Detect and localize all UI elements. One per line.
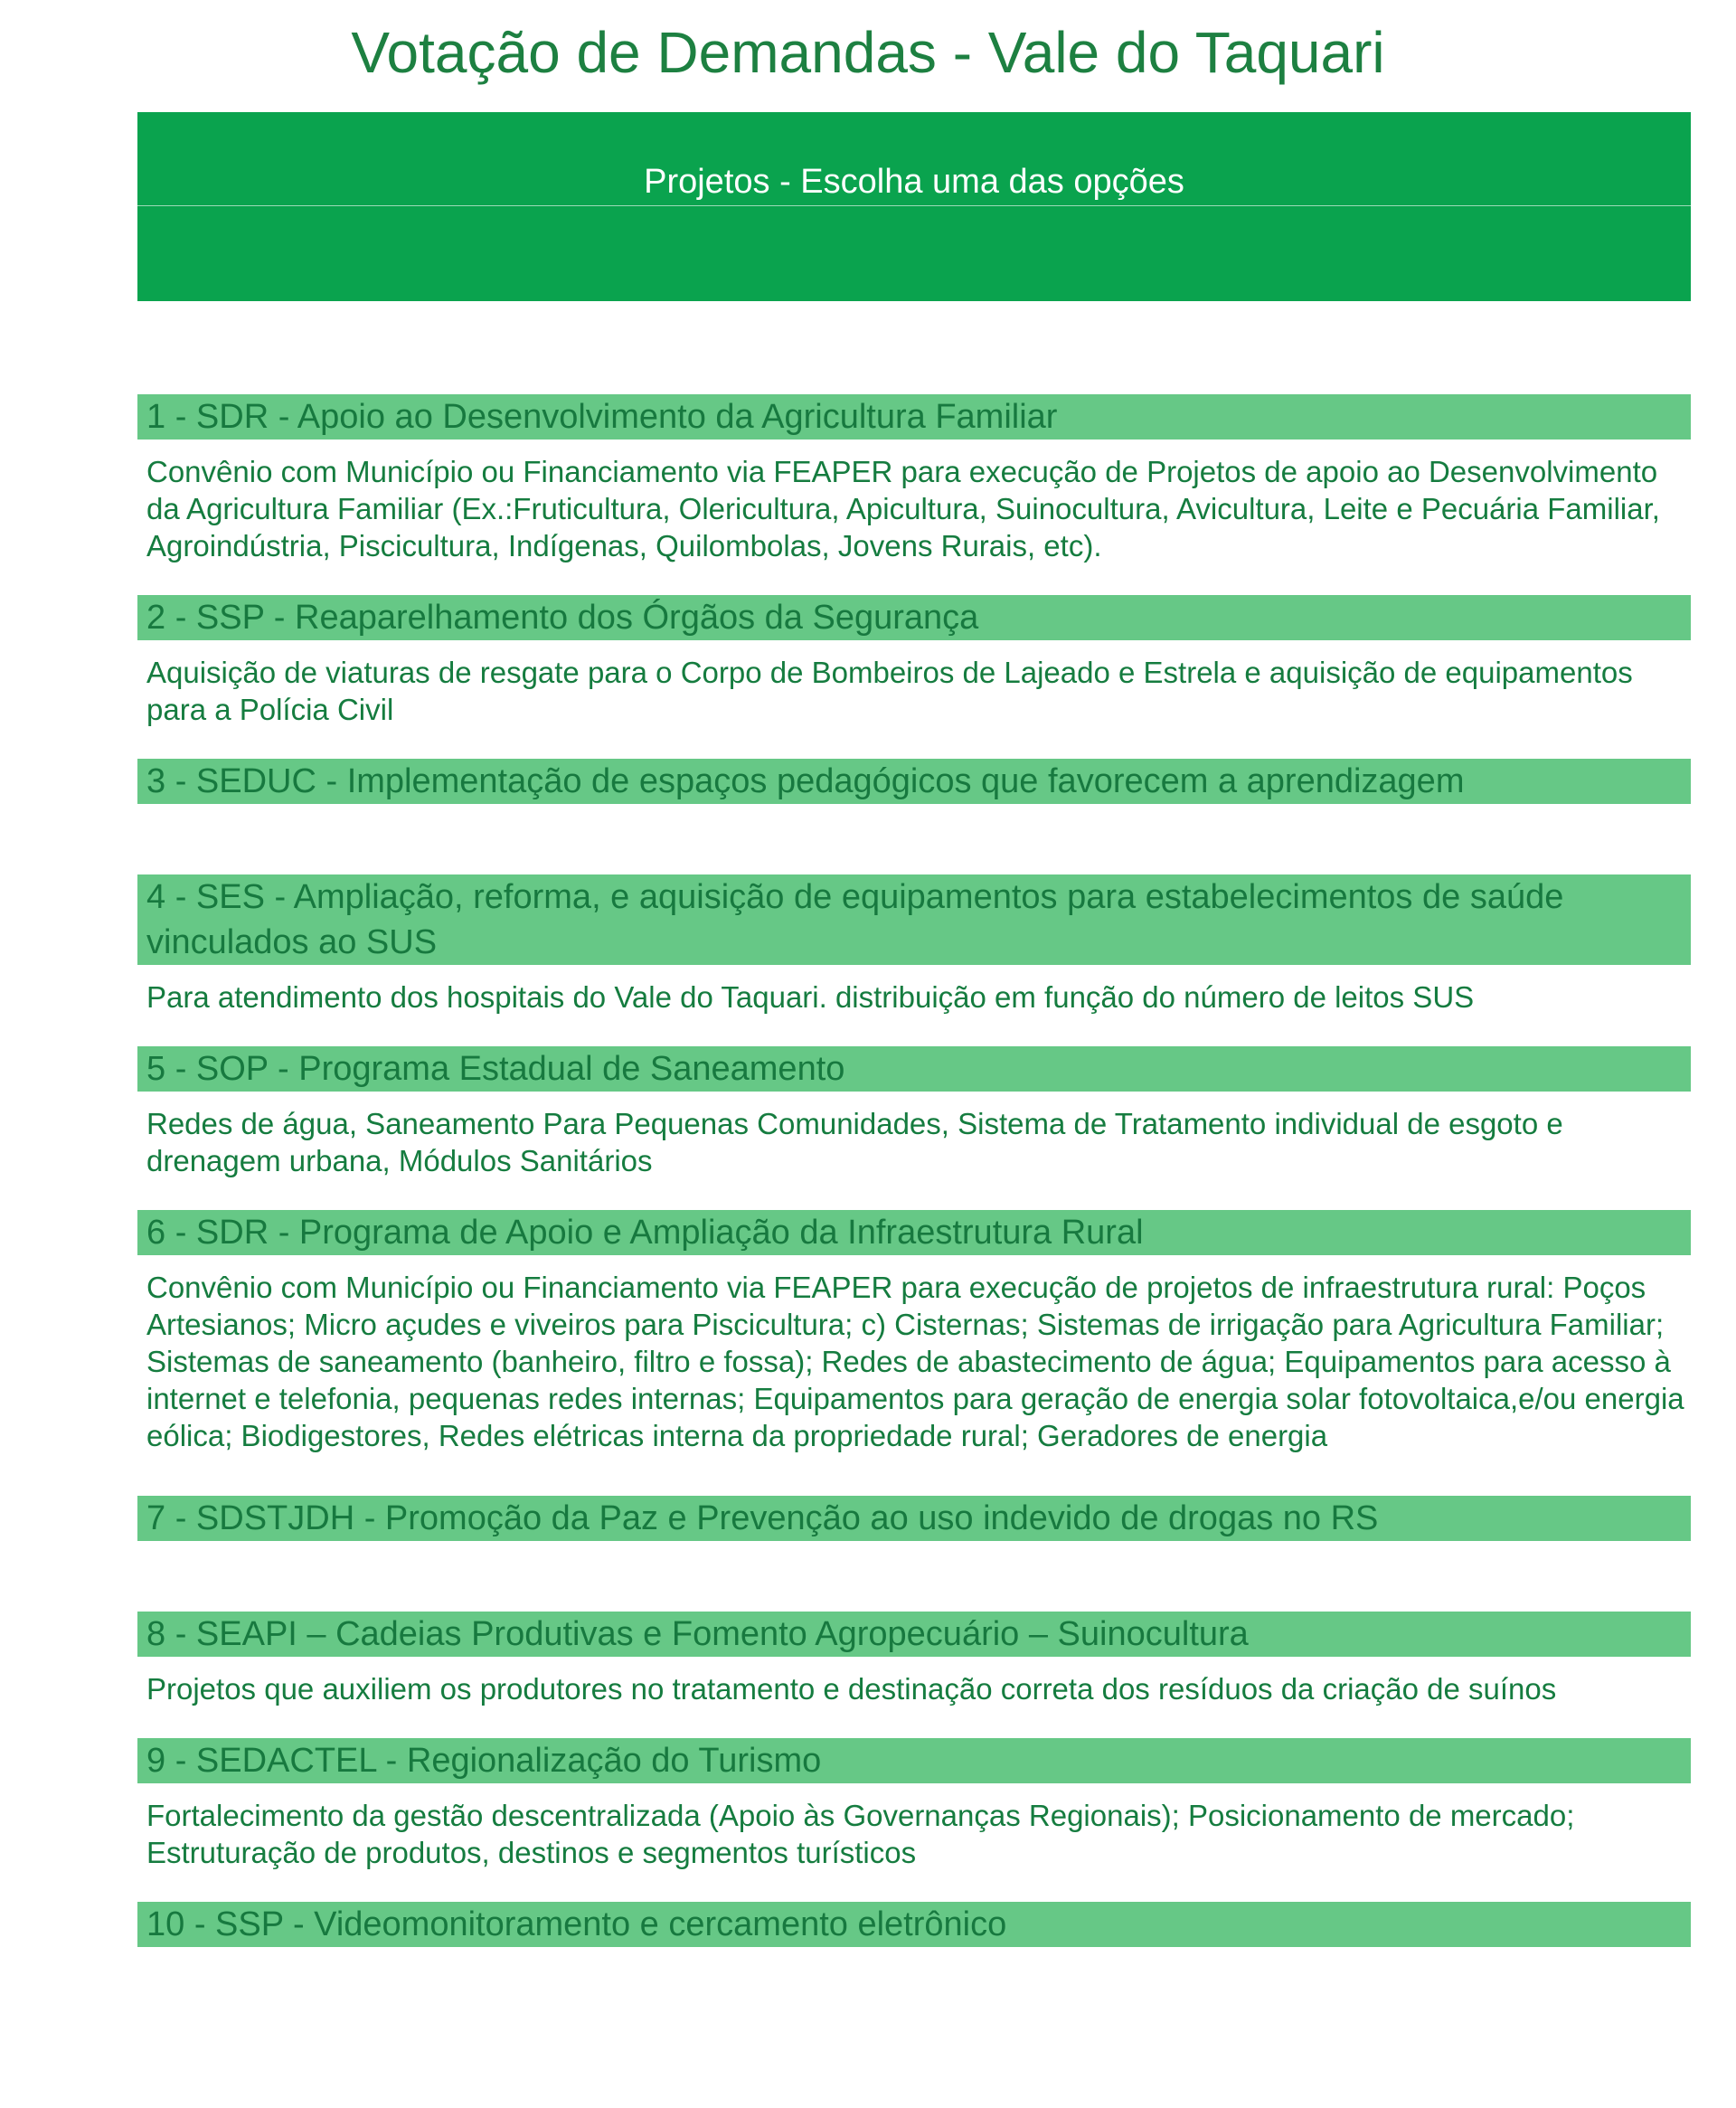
option-10-header[interactable]: 10 - SSP - Videomonitoramento e cercamento eletrônico bbox=[137, 1902, 1691, 1947]
option-5-description: Redes de água, Saneamento Para Pequenas Comunidades, Sistema de Tratamento individual de esgoto e drenagem urbana, Módulos Sanitários bbox=[146, 1107, 1563, 1177]
banner-title-row bbox=[137, 112, 1691, 206]
option-item-1 bbox=[137, 394, 1691, 564]
option-7-header[interactable]: 7 - SDSTJDH - Promoção da Paz e Prevenção ao uso indevido de drogas no RS bbox=[137, 1496, 1691, 1541]
option-item-8 bbox=[137, 1612, 1691, 1707]
option-2-description: Aquisição de viaturas de resgate para o Corpo de Bombeiros de Lajeado e Estrela e aquisição de equipamentos para a Polícia Civil bbox=[146, 656, 1633, 726]
option-6-header[interactable]: 6 - SDR - Programa de Apoio e Ampliação da Infraestrutura Rural bbox=[137, 1210, 1691, 1255]
option-item-7 bbox=[137, 1496, 1691, 1541]
option-item-10 bbox=[137, 1902, 1691, 1947]
option-item-9 bbox=[137, 1738, 1691, 1871]
option-item-6 bbox=[137, 1210, 1691, 1454]
banner-description-area bbox=[137, 206, 1691, 301]
option-2-header[interactable]: 2 - SSP - Reaparelhamento dos Órgãos da Segurança bbox=[137, 595, 1691, 640]
option-item-3 bbox=[137, 759, 1691, 804]
option-item-2 bbox=[137, 595, 1691, 728]
options-list bbox=[137, 301, 1691, 1947]
option-item-5 bbox=[137, 1046, 1691, 1179]
option-1-description: Convênio com Município ou Financiamento via FEAPER para execução de Projetos de apoio ao Desenvolvimento da Agricultura Familiar (Ex.:Fruticultura, Olericultura, Apicultura, Suinocultura, Avicultura, Leite e Pecuária Familiar, Agroindústria, Piscicultura, Indígenas, Quilombolas, Jovens Rurais, etc). bbox=[146, 455, 1660, 562]
option-item-4 bbox=[137, 874, 1691, 1016]
option-9-description: Fortalecimento da gestão descentralizada (Apoio às Governanças Regionais); Posicionamento de mercado; Estruturação de produtos, destinos e segmentos turísticos bbox=[146, 1799, 1575, 1869]
option-4-description: Para atendimento dos hospitais do Vale do Taquari. distribuição em função do número de leitos SUS bbox=[146, 980, 1475, 1014]
option-9-header[interactable]: 9 - SEDACTEL - Regionalização do Turismo bbox=[137, 1738, 1691, 1783]
option-5-header[interactable]: 5 - SOP - Programa Estadual de Saneamento bbox=[137, 1046, 1691, 1092]
banner-title: Projetos - Escolha uma das opções bbox=[644, 163, 1184, 201]
option-3-header[interactable]: 3 - SEDUC - Implementação de espaços pedagógicos que favorecem a aprendizagem bbox=[137, 759, 1691, 804]
option-1-header[interactable]: 1 - SDR - Apoio ao Desenvolvimento da Agricultura Familiar bbox=[137, 394, 1691, 440]
option-8-description: Projetos que auxiliem os produtores no tratamento e destinação correta dos resíduos da criação de suínos bbox=[146, 1672, 1557, 1706]
page-title: Votação de Demandas - Vale do Taquari bbox=[351, 20, 1385, 85]
option-8-header[interactable]: 8 - SEAPI – Cadeias Produtivas e Fomento Agropecuário – Suinocultura bbox=[137, 1612, 1691, 1657]
option-6-description: Convênio com Município ou Financiamento via FEAPER para execução de projetos de infraestrutura rural: Poços Artesianos; Micro açudes e viveiros para Piscicultura; c) Cisternas; Sistemas de irrigação para Agricultura Familiar; Sistemas de saneamento (banheiro, filtro e fossa); Redes de abastecimento de água; Equipamentos para acesso à internet e telefonia, pequenas redes internas; Equipamentos para geração de energia solar fotovoltaica,e/ou energia eólica; Biodigestores, Redes elétricas interna da propriedade rural; Geradores de energia bbox=[146, 1271, 1684, 1452]
option-4-header[interactable]: 4 - SES - Ampliação, reforma, e aquisição de equipamentos para estabelecimentos de saúde vinculados ao SUS bbox=[137, 874, 1691, 965]
form-header-banner bbox=[137, 112, 1691, 301]
